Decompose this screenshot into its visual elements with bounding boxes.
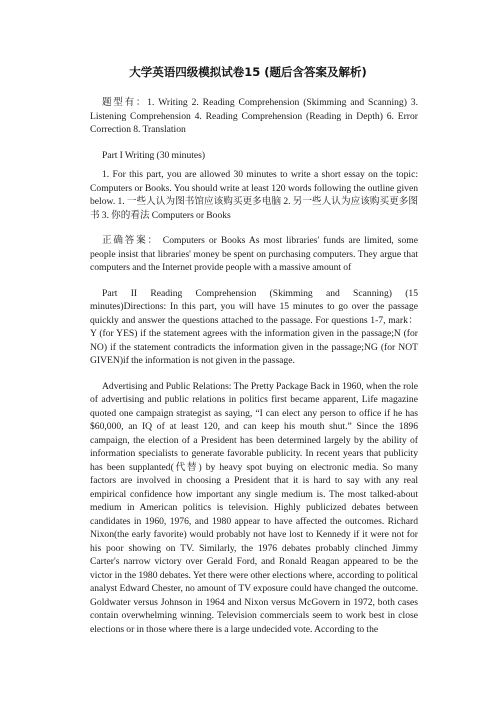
document-body: [90, 96, 418, 648]
part1-prompt: 1. For this part, you are allowed 30 minutes to write a short essay on the topic: Computers or Books. You should write at least 120 words following the outline given below. 1. 一些人认为图书馆应该购买更多电脑 2. 另一些人认为应该购买更多图书 3. 你的看法 Computers or Books: [90, 169, 418, 221]
part1-heading: Part I Writing (30 minutes): [102, 149, 206, 161]
reading-passage: Advertising and Public Relations: The Pretty Package Back in 1960, when the role of advertising and public relations in politics first became apparent, Life magazine quoted one campaign strategist as saying, “I can elect any person to office if he has $60,000, an IQ of at least 120, and can keep his mouth shut.” Since the 1896 campaign, the election of a President has been determined largely by the ability of information specialists to generate favorable publicity. In recent years that publicity has been supplanted(代替) by heavy spot buying on electronic media. So many factors are involved in choosing a President that it is hard to say with any real empirical confidence how important any single medium is. The most talked-about medium in American politics is television. Highly publicized debates between candidates in 1960, 1976, and 1980 appear to have affected the outcomes. Richard Nixon(the early favorite) would probably not have lost to Kennedy if it were not for his poor showing on TV. Similarly, the 1976 debates probably clinched Jimmy Carter's narrow victory over Gerald Ford, and Ronald Reagan appeared to be the victor in the 1980 debates. Yet there were other elections where, according to political analyst Edward Chester, no amount of TV exposure could have changed the outcome. Goldwater versus Johnson in 1964 and Nixon versus McGovern in 1972, both cases contain overwhelming winning. Television commercials seem to work best in close elections or in those where there is a large undecided vote. According to the: [90, 380, 418, 635]
question-types: 题型有：1. Writing 2. Reading Comprehension (Skimming and Scanning) 3. Listening Comprehension 4. Reading Comprehension (Reading in Depth) 6. Error Correction 8. Translation: [90, 97, 418, 135]
document-title: 大学英语四级模拟试卷15 (题后含答案及解析): [129, 65, 367, 79]
answer-paragraph: 正确答案： Computers or Books As most libraries' funds are limited, some people insist that libraries' money be spent on purchasing computers. They argue that computers and the Internet provide people with a massive amount of: [90, 235, 418, 273]
part2-heading: Part II Reading Comprehension (Skimming and Scanning) (15 minutes)Directions: In this part, you will have 15 minutes to go over the passage quickly and answer the questions attached to the passage. For questions 1-7, mark：Y (for YES) if the statement agrees with the information given in the passage;N (for NO) if the statement contradicts the information given in the passage;NG (for NOT GIVEN)if the information is not given in the passage.: [90, 287, 418, 366]
